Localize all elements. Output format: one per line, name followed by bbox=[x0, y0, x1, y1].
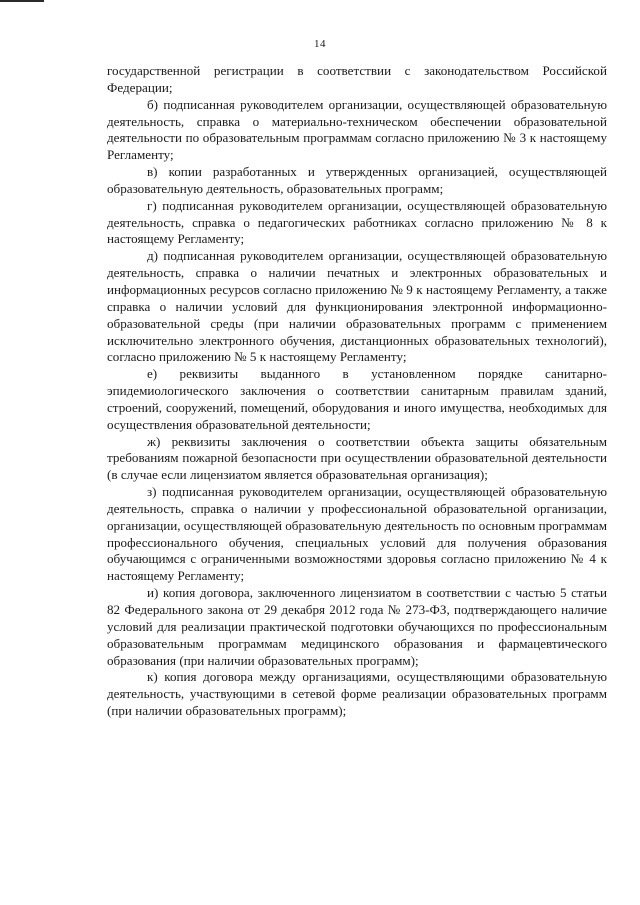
scan-edge-line bbox=[0, 0, 44, 2]
document-body bbox=[107, 63, 607, 720]
paragraph-item-g: г) подписанная руководителем организации, осуществляющей образовательную деятельность, справка о педагогических работниках согласно приложению № 8 к настоящему Регламенту; bbox=[107, 197, 607, 247]
paragraph-item-d: д) подписанная руководителем организации, осуществляющей образовательную деятельность, справка о наличии печатных и электронных образовательных и информационных ресурсов согласно приложению № 9 к настоящему Регламенту, а также справка о наличии условий для функционирования электронной информационно-образовательной среды (при наличии образовательных программ с применением исключительно электронного обучения, дистанционных образовательных технологий), согласно приложению № 5 к настоящему Регламенту; bbox=[107, 248, 607, 365]
paragraph-item-z: з) подписанная руководителем организации, осуществляющей образовательную деятельность, справка о наличии у профессиональной образовательной организации, организации, осуществляющей образовательную деятельность по основным программам профессионального обучения, специальных условий для получения образования обучающимся с ограниченными возможностями здоровья согласно приложению № 4 к настоящему Регламенту; bbox=[107, 484, 607, 584]
paragraph-continuation: государственной регистрации в соответствии с законодательством Российской Федерации; bbox=[107, 63, 607, 95]
paragraph-item-b: б) подписанная руководителем организации, осуществляющей образовательную деятельность, справка о материально-техническом обеспечении образовательной деятельности по образовательным программам согласно приложению № 3 к настоящему Регламенту; bbox=[107, 96, 607, 163]
paragraph-item-zh: ж) реквизиты заключения о соответствии объекта защиты обязательным требованиям пожарной безопасности при осуществлении образовательной деятельности (в случае если лицензиатом является образовательная организация); bbox=[107, 433, 607, 483]
paragraph-item-i: и) копия договора, заключенного лицензиатом в соответствии с частью 5 статьи 82 Федерального закона от 29 декабря 2012 года № 273-ФЗ, подтверждающего наличие условий для реализации практической подготовки обучающихся по профессиональным образовательным программам медицинского образования и фармацевтического образования (при наличии образовательных программ); bbox=[107, 585, 607, 668]
paragraph-item-e: е) реквизиты выданного в установленном порядке санитарно-эпидемиологического заключения о соответствии санитарным правилам зданий, строений, сооружений, помещений, оборудования и иного имущества, необходимых для осуществления образовательной деятельности; bbox=[107, 366, 607, 432]
paragraph-item-k: к) копия договора между организациями, осуществляющими образовательную деятельность, участвующими в сетевой форме реализации образовательных программ (при наличии образовательных программ); bbox=[107, 669, 607, 719]
page-number: 14 bbox=[314, 38, 326, 50]
paragraph-item-v: в) копии разработанных и утвержденных организацией, осуществляющей образовательную деятельность, образовательных программ; bbox=[107, 164, 607, 196]
